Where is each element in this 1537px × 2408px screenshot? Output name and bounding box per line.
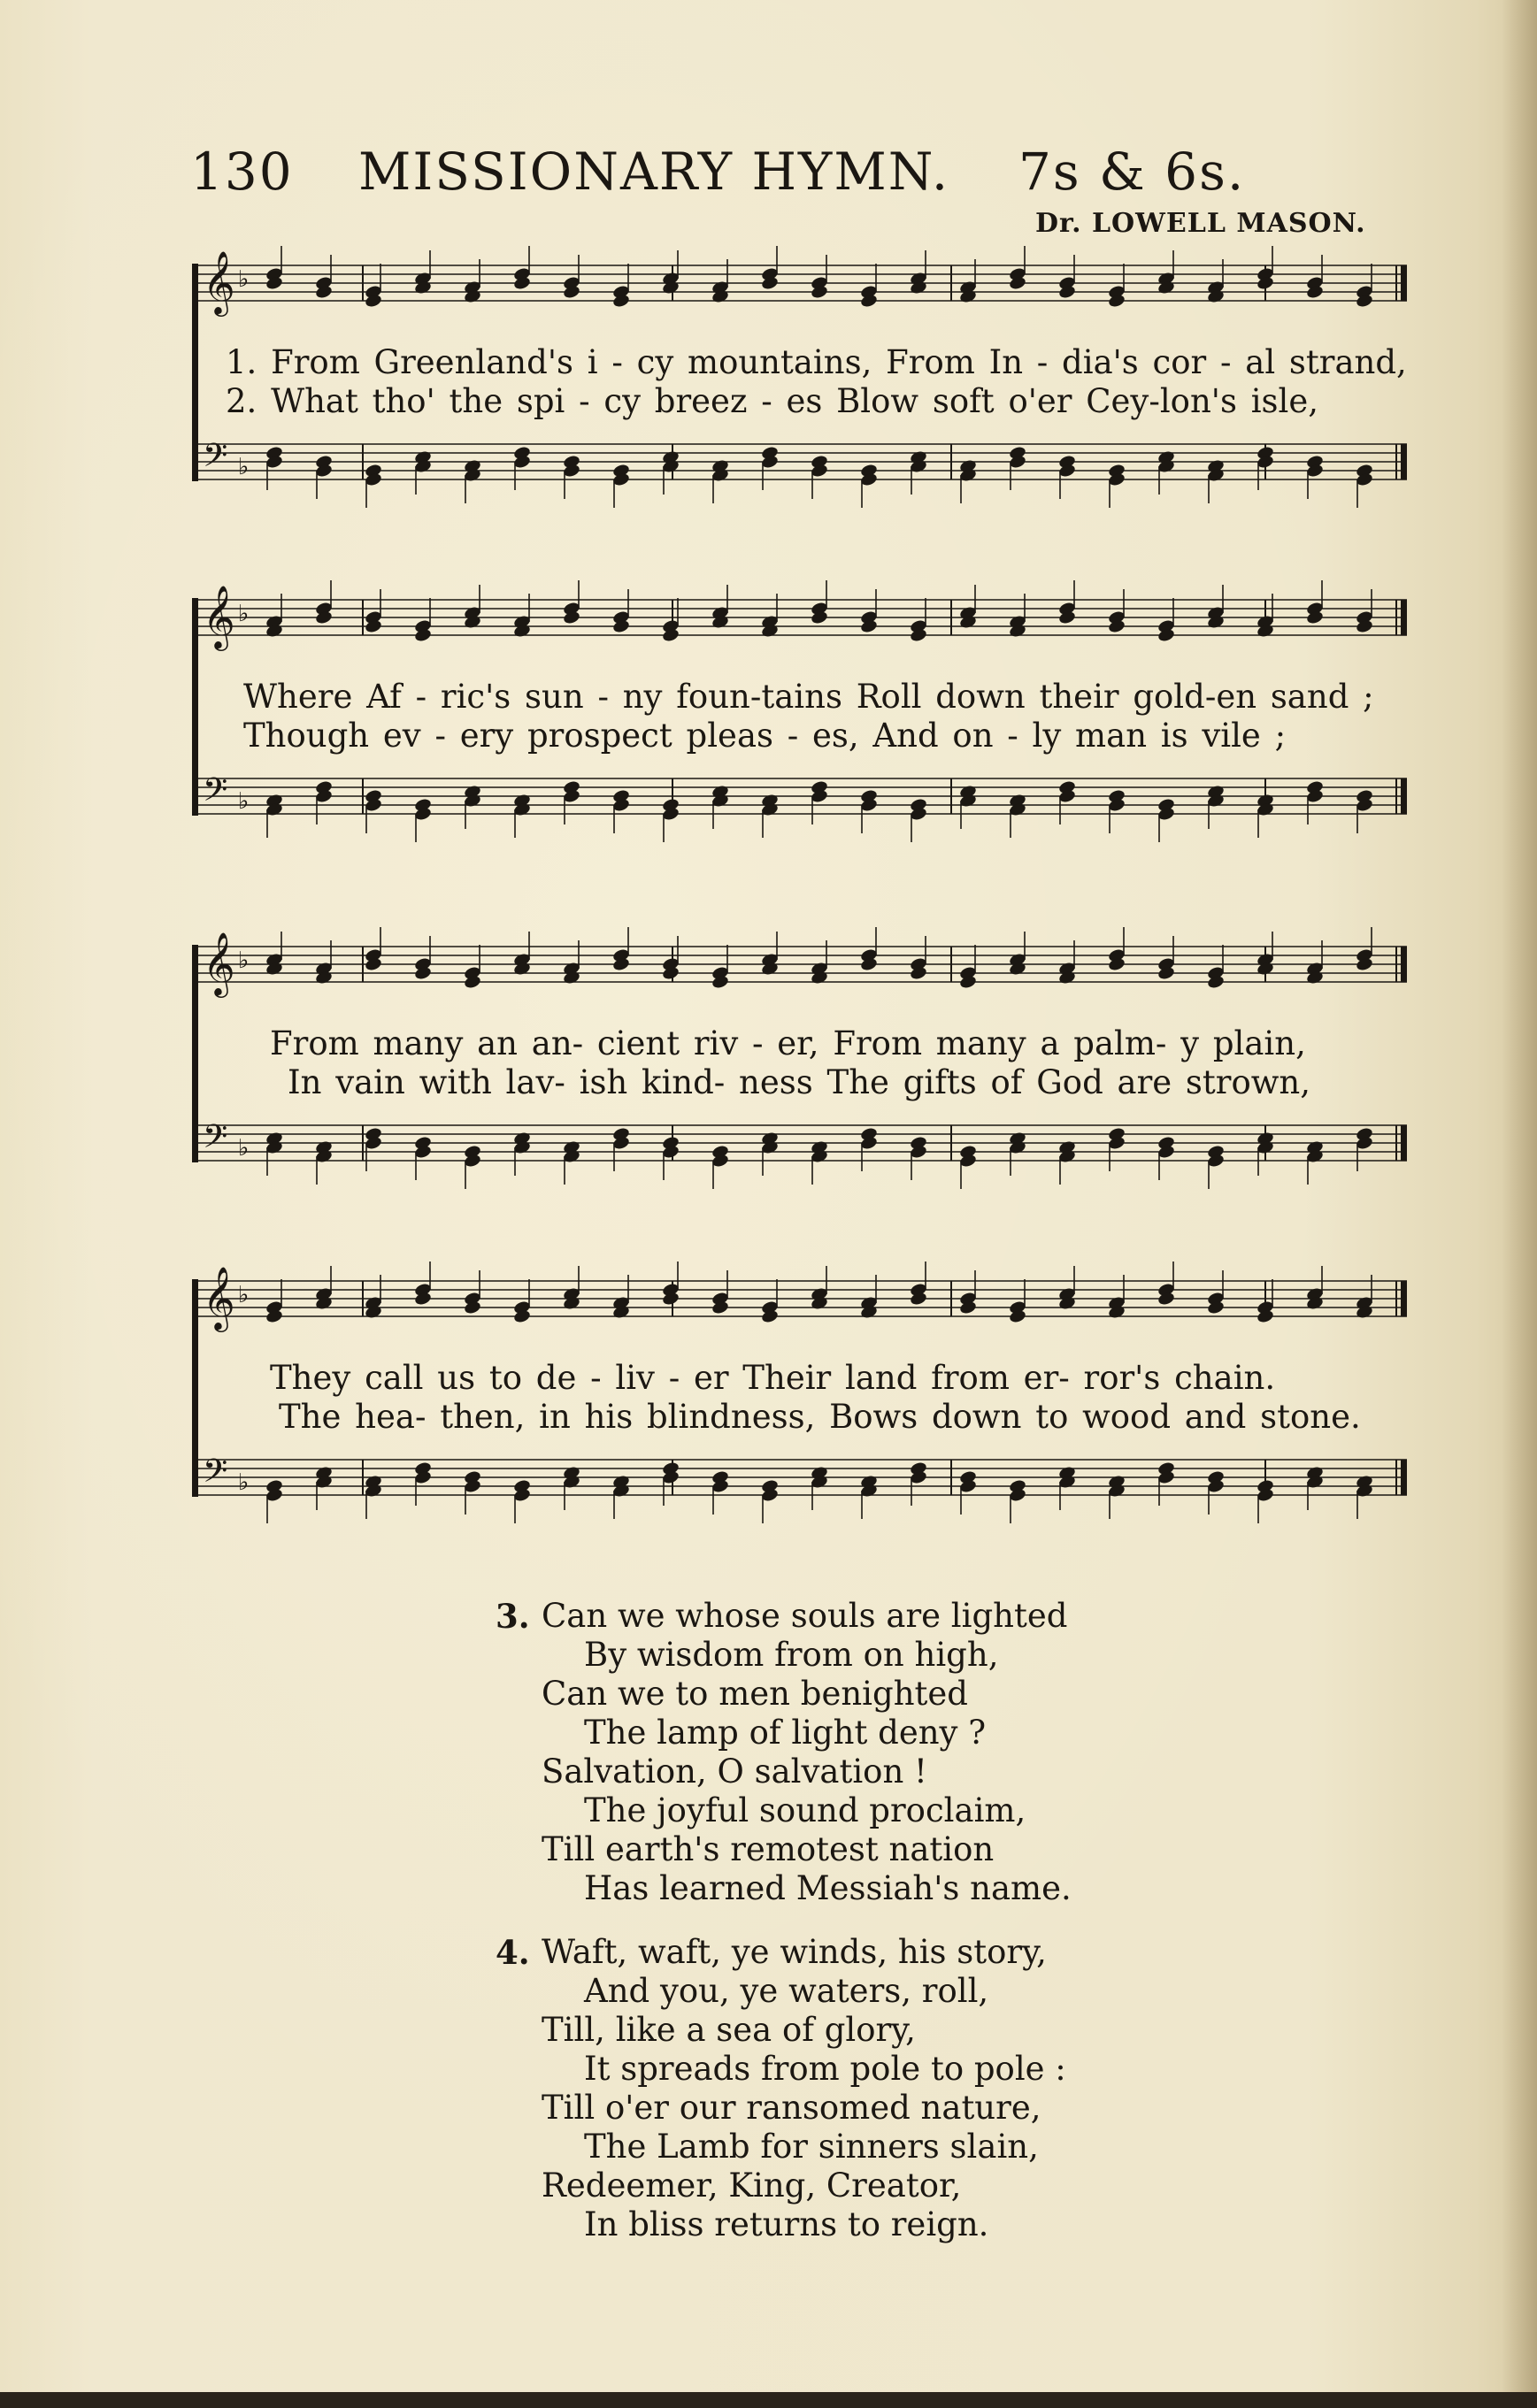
system-brace bbox=[192, 1279, 198, 1497]
bass-clef-icon: 𝄢 bbox=[203, 771, 228, 817]
stanza-number: 4. bbox=[496, 1933, 530, 1972]
lyric-verse-1: Where Af - ric's sun - ny foun-tains Roll down their gold-en sand ; bbox=[243, 678, 1374, 716]
music-system-1 bbox=[190, 239, 1411, 548]
double-bar-thick bbox=[1401, 444, 1407, 479]
double-bar-thick bbox=[1401, 265, 1407, 301]
system-brace bbox=[192, 945, 198, 1162]
bass-clef-icon: 𝄢 bbox=[203, 437, 228, 482]
stanza-line: And you, ye waters, roll, bbox=[584, 1972, 989, 2010]
stanza-line: Till o'er our ransomed nature, bbox=[542, 2089, 1041, 2127]
bass-clef-icon: 𝄢 bbox=[203, 1118, 228, 1163]
double-bar-thick bbox=[1401, 1125, 1407, 1161]
system-brace bbox=[192, 598, 198, 816]
stanza-line: Till, like a sea of glory, bbox=[542, 2011, 916, 2049]
bass-clef-icon: 𝄢 bbox=[203, 1453, 228, 1498]
lyric-verse-2: In vain with lav- ish kind- ness The gifts of God are strown, bbox=[288, 1063, 1311, 1101]
lyric-verse-2: 2. What tho' the spi - cy breez - es Blow soft o'er Cey-lon's isle, bbox=[226, 382, 1319, 420]
flat-sign-icon: ♭ bbox=[238, 266, 250, 293]
double-bar-thick bbox=[1401, 947, 1407, 982]
stanza-3 bbox=[496, 1597, 1072, 1908]
treble-clef-icon: 𝄞 bbox=[203, 931, 235, 995]
lyric-verse-1: 1. From Greenland's i - cy mountains, From In - dia's cor - al strand, bbox=[226, 343, 1407, 381]
music-system-3 bbox=[190, 920, 1411, 1230]
stanza-line: The Lamb for sinners slain, bbox=[584, 2128, 1039, 2166]
stanza-line: Has learned Messiah's name. bbox=[584, 1869, 1072, 1907]
double-bar-thick bbox=[1401, 1460, 1407, 1495]
treble-clef-icon: 𝄞 bbox=[203, 584, 235, 648]
flat-sign-icon: ♭ bbox=[238, 601, 250, 627]
double-bar-thick bbox=[1401, 600, 1407, 635]
page-number: 130 bbox=[190, 142, 294, 202]
flat-sign-icon: ♭ bbox=[238, 1469, 250, 1496]
flat-sign-icon: ♭ bbox=[238, 1135, 250, 1162]
stanza-line: The joyful sound proclaim, bbox=[584, 1791, 1026, 1829]
stanza-number: 3. bbox=[496, 1597, 530, 1636]
flat-sign-icon: ♭ bbox=[238, 788, 250, 815]
stanza-line: The lamp of light deny ? bbox=[584, 1714, 987, 1752]
stanza-line: Salvation, O salvation ! bbox=[542, 1752, 927, 1791]
lyric-verse-2: Though ev - ery prospect pleas - es, And on - ly man is vile ; bbox=[243, 717, 1287, 755]
treble-clef-icon: 𝄞 bbox=[203, 249, 235, 314]
stanza-line: Can we to men benighted bbox=[542, 1675, 968, 1713]
hymn-title: MISSIONARY HYMN. bbox=[358, 142, 950, 202]
lyric-verse-1: They call us to de - liv - er Their land from er- ror's chain. bbox=[270, 1359, 1276, 1397]
treble-clef-icon: 𝄞 bbox=[203, 1265, 235, 1330]
stanza-4 bbox=[496, 1933, 1066, 2244]
double-bar-thick bbox=[1401, 778, 1407, 814]
music-system-4 bbox=[190, 1254, 1411, 1564]
hymn-meter: 7s & 6s. bbox=[1018, 142, 1246, 202]
stanza-line: Till earth's remotest nation bbox=[542, 1830, 995, 1868]
stanza-line: It spreads from pole to pole : bbox=[584, 2050, 1066, 2088]
stanza-line: In bliss returns to reign. bbox=[584, 2205, 989, 2243]
stanza-line: Waft, waft, ye winds, his story, bbox=[542, 1933, 1047, 1971]
flat-sign-icon: ♭ bbox=[238, 454, 250, 480]
page-bottom-edge bbox=[0, 2392, 1537, 2408]
flat-sign-icon: ♭ bbox=[238, 947, 250, 974]
page-spine-shadow bbox=[1502, 0, 1537, 2408]
stanza-line: Can we whose souls are lighted bbox=[542, 1597, 1068, 1635]
composer-credit: Dr. LOWELL MASON. bbox=[1035, 208, 1366, 239]
system-brace bbox=[192, 264, 198, 481]
stanza-line: Redeemer, King, Creator, bbox=[542, 2166, 962, 2205]
stanza-line: By wisdom from on high, bbox=[584, 1636, 999, 1674]
flat-sign-icon: ♭ bbox=[238, 1282, 250, 1308]
music-system-2 bbox=[190, 573, 1411, 883]
lyric-verse-1: From many an an- cient riv - er, From many a palm- y plain, bbox=[270, 1024, 1306, 1062]
lyric-verse-2: The hea- then, in his blindness, Bows down to wood and stone. bbox=[279, 1398, 1361, 1436]
double-bar-thick bbox=[1401, 1281, 1407, 1316]
